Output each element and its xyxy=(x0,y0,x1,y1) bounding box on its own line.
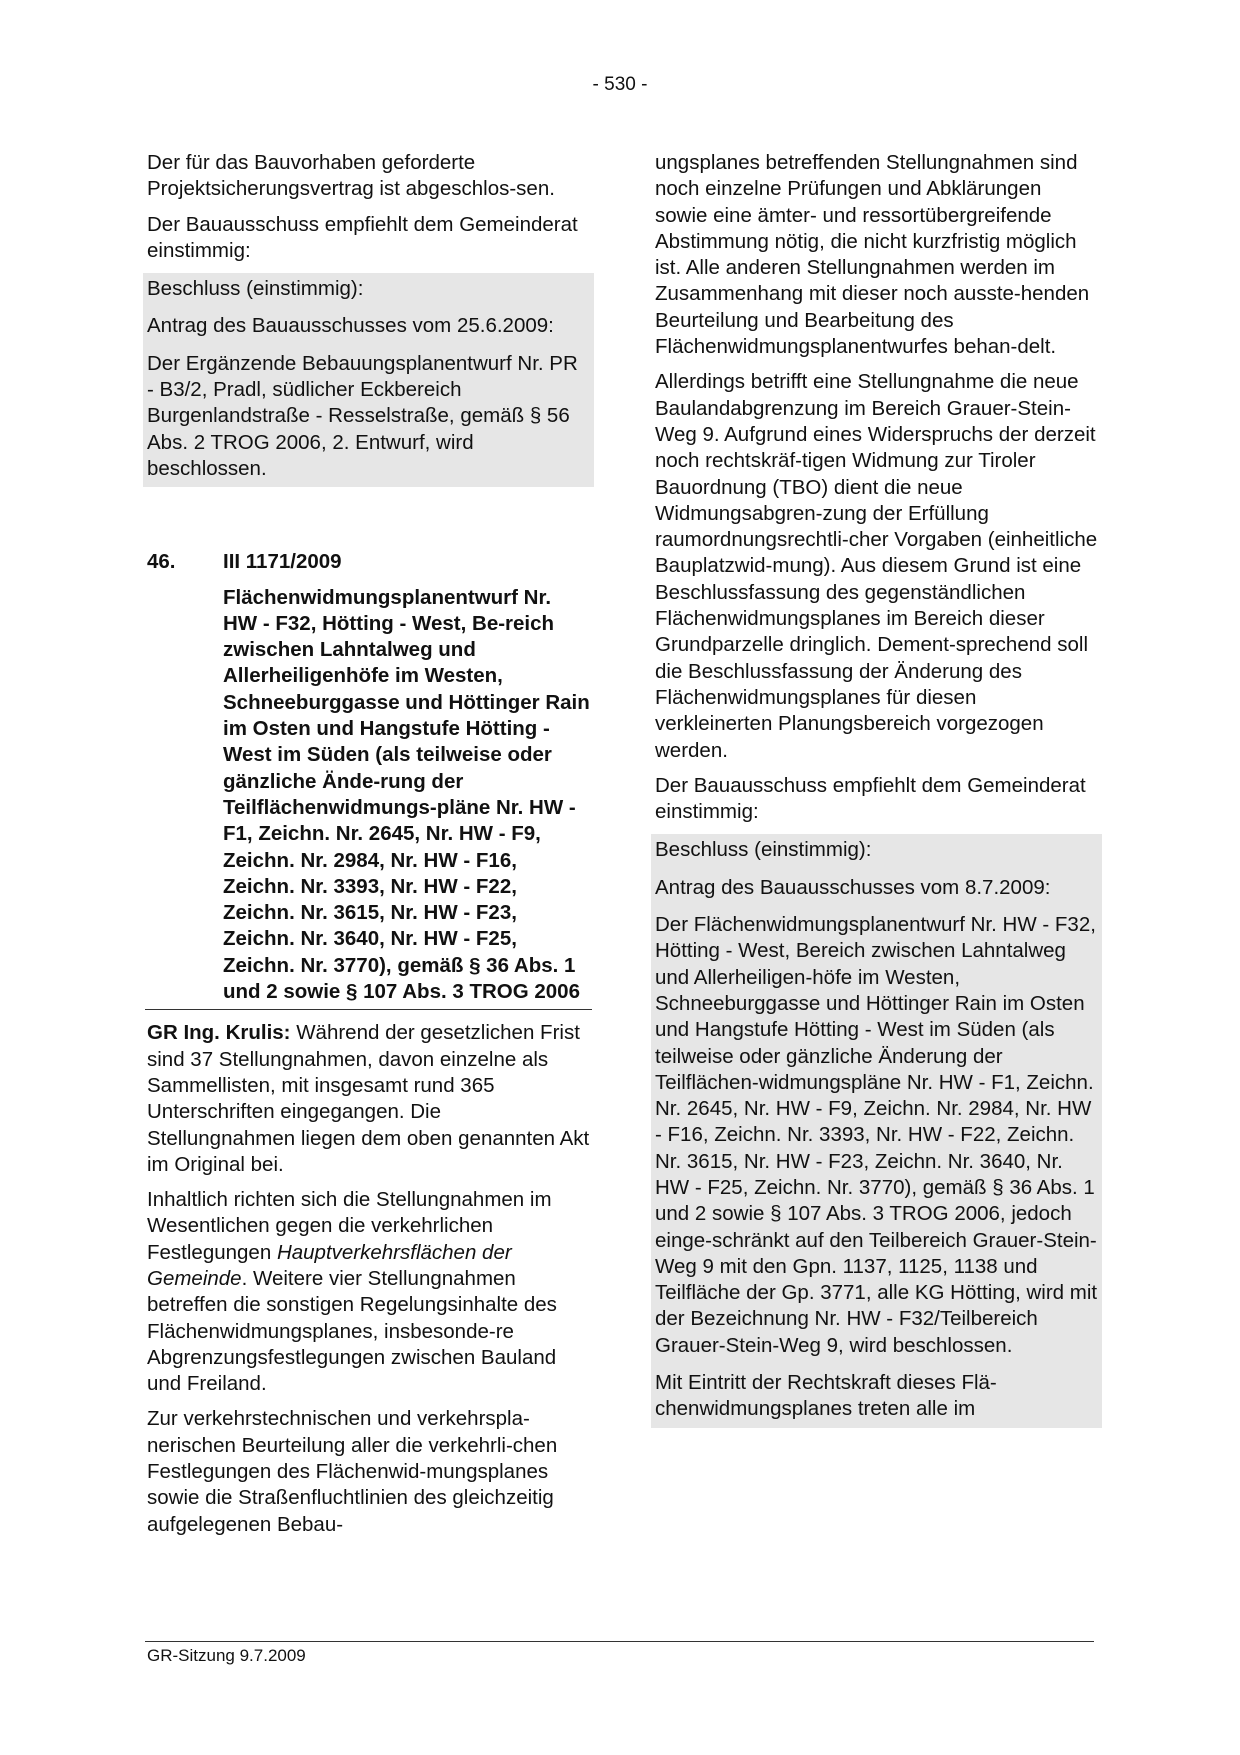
paragraph xyxy=(147,1187,590,1397)
divider xyxy=(145,1009,592,1010)
speaker-name: GR Ing. Krulis: xyxy=(147,1021,291,1045)
footer-divider xyxy=(145,1641,1094,1642)
resolution-heading: Beschluss (einstimmig): xyxy=(147,277,364,301)
speech-paragraph xyxy=(147,1020,590,1178)
page-number: - 530 - xyxy=(592,74,648,95)
left-column xyxy=(147,150,590,1547)
paragraph: Der Bauausschuss empfiehlt dem Gemeinderat einstimmig: xyxy=(147,212,578,262)
italic-term: Hauptverkehrsflächen der Gemeinde xyxy=(147,1240,512,1290)
agenda-item-reference: III 1171/2009 xyxy=(223,550,342,574)
agenda-item-number: 46. xyxy=(147,550,176,574)
paragraph: Der Bauausschuss empfiehlt dem Gemeinderat einstimmig: xyxy=(655,773,1086,824)
agenda-item xyxy=(147,549,590,1010)
agenda-item-header xyxy=(147,549,590,575)
paragraph: ungsplanes betreffenden Stellungnahmen sind noch einzelne Prüfungen und Abklärungen sowie eine ämter- und ressortübergreifende Abstimmung nötig, die nicht kurzfristig möglich ist. Alle anderen Stellungnahmen werden im Zusammenhang mit dieser noch ausste-henden Beurteilung und Bearbeitung des Flächenwidmungsplanentwurfes behan-delt. xyxy=(655,151,1090,359)
resolution-text: Der Flächenwidmungsplanentwurf Nr. HW - F32, Hötting - West, Bereich zwischen Lahntalweg und Allerheiligen-höfe im Westen, Schneeburggasse und Höttinger Rain im Osten und Hangstufe Hötting - West im Süden (als teilweise oder gänzliche Änderung der Teilflächen-widmungspläne Nr. HW - F1, Zeichn. Nr. 2645, Nr. HW - F9, Zeichn. Nr. 2984, Nr. HW - F16, Zeichn. Nr. 3393, Nr. HW - F22, Zeichn. Nr. 3615, Nr. HW - F23, Zeichn. Nr. 3640, Nr. HW - F25, Zeichn. Nr. 3770), gemäß § 36 Abs. 1 und 2 sowie § 107 Abs. 3 TROG 2006, jedoch einge-schränkt auf den Teilbereich Grauer-Stein-Weg 9 mit den Gpn. 1137, 1125, 1138 und Teilfläche der Gp. 3771, alle KG Hötting, wird mit der Bezeichnung Nr. HW - F32/Teilbereich Grauer-Stein-Weg 9, wird beschlossen. xyxy=(655,913,1098,1357)
agenda-item-title: Flächenwidmungsplanentwurf Nr. HW - F32, Hötting - West, Be-reich zwischen Lahntalweg und Allerheiligenhöfe im Westen, Schneeburggasse und Höttinger Rain im Osten und Hangstufe Hötting - West im Süden (als teilweise oder gänzliche Ände-rung der Teilflächenwidmungs-pläne Nr. HW - F1, Zeichn. Nr. 2645, Nr. HW - F9, Zeichn. Nr. 2984, Nr. HW - F16, Zeichn. Nr. 3393, Nr. HW - F22, Zeichn. Nr. 3615, Nr. HW - F23, Zeichn. Nr. 3640, Nr. HW - F25, Zeichn. Nr. 3770), gemäß § 36 Abs. 1 und 2 sowie § 107 Abs. 3 TROG 2006 xyxy=(223,585,590,1004)
paragraph: Allerdings betrifft eine Stellungnahme die neue Baulandabgrenzung im Bereich Grauer-Stein-Weg 9. Aufgrund eines Widerspruchs der derzeit noch rechtskräf-tigen Widmung zur Tiroler Bauordnung (TBO) dient die neue Widmungsabgren-zung der Erfüllung raumordnungsrechtli-cher Vorgaben (einheitliche Bauplatzwid-mung). Aus diesem Grund ist eine Beschlussfassung des gegenständlichen Flächenwidmungsplanes im Bereich dieser Grundparzelle dringlich. Dement-sprechend soll die Beschlussfassung der Änderung des Flächenwidmungsplanes für diesen verkleinerten Planungsbereich vorgezogen werden. xyxy=(655,370,1098,762)
right-column xyxy=(655,150,1098,1428)
resolution-motion: Antrag des Bauausschusses vom 8.7.2009: xyxy=(655,875,1051,899)
resolution-text: Der Ergänzende Bebauungsplanentwurf Nr. PR - B3/2, Pradl, südlicher Eckbereich Burgenlandstraße - Resselstraße, gemäß § 56 Abs. 2 TROG 2006, 2. Entwurf, wird beschlossen. xyxy=(147,351,578,480)
resolution-continuation: Mit Eintritt der Rechtskraft dieses Flä-chenwidmungsplanes treten alle im xyxy=(655,1371,997,1421)
footer-session: GR-Sitzung 9.7.2009 xyxy=(147,1646,306,1665)
resolution-heading: Beschluss (einstimmig): xyxy=(655,838,872,862)
text-run: Inhaltlich richten sich die Stellungnahmen im Wesentlichen gegen die verkehrlichen Festlegungen xyxy=(147,1188,552,1264)
resolution-box xyxy=(143,273,594,487)
resolution-motion: Antrag des Bauausschusses vom 25.6.2009: xyxy=(147,314,554,338)
paragraph: Der für das Bauvorhaben geforderte Projektsicherungsvertrag ist abgeschlos-sen. xyxy=(147,151,555,201)
speech-text: Während der gesetzlichen Frist sind 37 Stellungnahmen, davon einzelne als Sammellisten, mit insgesamt rund 365 Unterschriften eingegangen. Die Stellungnahmen liegen dem oben genannten Akt im Original bei. xyxy=(147,1021,590,1176)
paragraph: Zur verkehrstechnischen und verkehrspla-nerischen Beurteilung aller die verkehrli-chen Festlegungen des Flächenwid-mungsplanes sowie die Straßenfluchtlinien des gleichzeitig aufgelegenen Bebau- xyxy=(147,1407,558,1536)
resolution-box xyxy=(651,834,1102,1427)
text-run: . Weitere vier Stellungnahmen betreffen die sonstigen Regelungsinhalte des Flächenwidmungsplanes, insbesonde-re Abgrenzungsfestlegungen zwischen Bauland und Freiland. xyxy=(147,1266,557,1396)
